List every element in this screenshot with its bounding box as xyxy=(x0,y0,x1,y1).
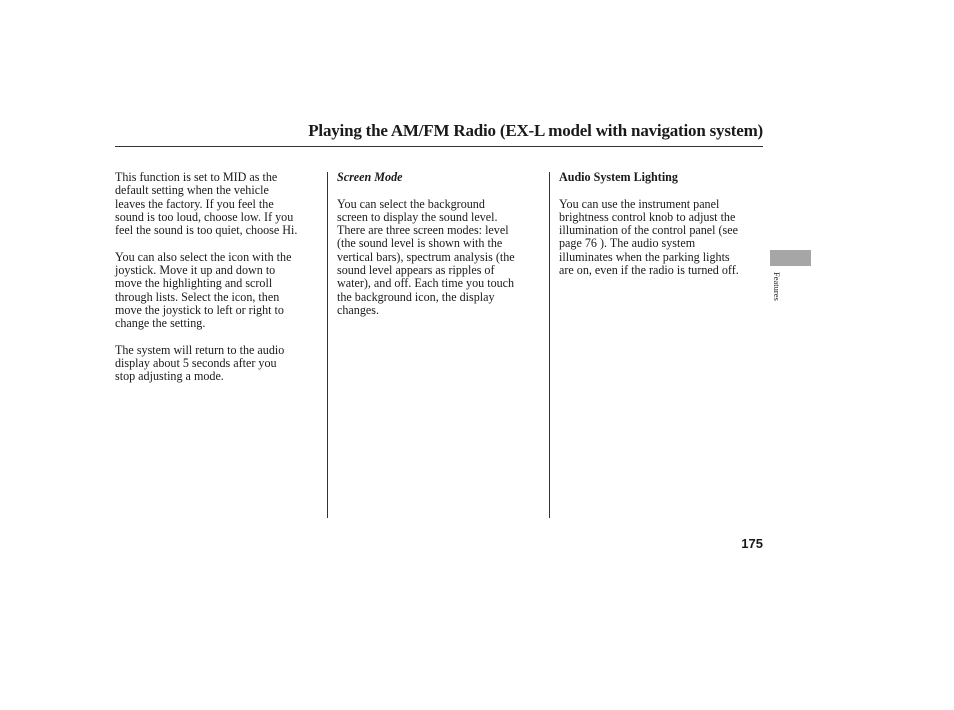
paragraph-default-setting: This function is set to MID as the default setting when the vehicle leaves the factory. If you feel the sound is too loud, choose low. If you feel the sound is too quiet, choose Hi. xyxy=(115,170,298,238)
section-tab xyxy=(770,250,811,266)
column-middle xyxy=(337,171,545,331)
column-left xyxy=(115,171,323,397)
title-divider xyxy=(115,146,763,147)
paragraph-screen-mode: You can select the background screen to display the sound level. There are three screen modes: level (the sound level is shown with the vertical bars), spectrum analysis (the sound level appears as ripples of water), and off. Each time you touch the background icon, the display changes. xyxy=(337,196,515,317)
section-tab-label: Features xyxy=(772,272,782,301)
page-number: 175 xyxy=(741,536,763,551)
paragraph-audio-lighting: You can use the instrument panel brightness control knob to adjust the illumination of the control panel (see page 76 ). The audio system illuminates when the parking lights are on, even if the radio is turned off. xyxy=(559,196,739,278)
column-divider-right xyxy=(549,172,550,518)
subheading-screen-mode: Screen Mode xyxy=(337,170,403,184)
column-divider-left xyxy=(327,172,328,518)
paragraph-joystick: You can also select the icon with the joystick. Move it up and down to move the highlighting and scroll through lists. Select the icon, then move the joystick to left or right to change the setting. xyxy=(115,249,292,331)
page-title: Playing the AM/FM Radio (EX-L model with navigation system) xyxy=(308,121,763,140)
subheading-audio-lighting: Audio System Lighting xyxy=(559,170,678,184)
column-right xyxy=(559,171,767,291)
paragraph-return-display: The system will return to the audio display about 5 seconds after you stop adjusting a mode. xyxy=(115,342,285,384)
